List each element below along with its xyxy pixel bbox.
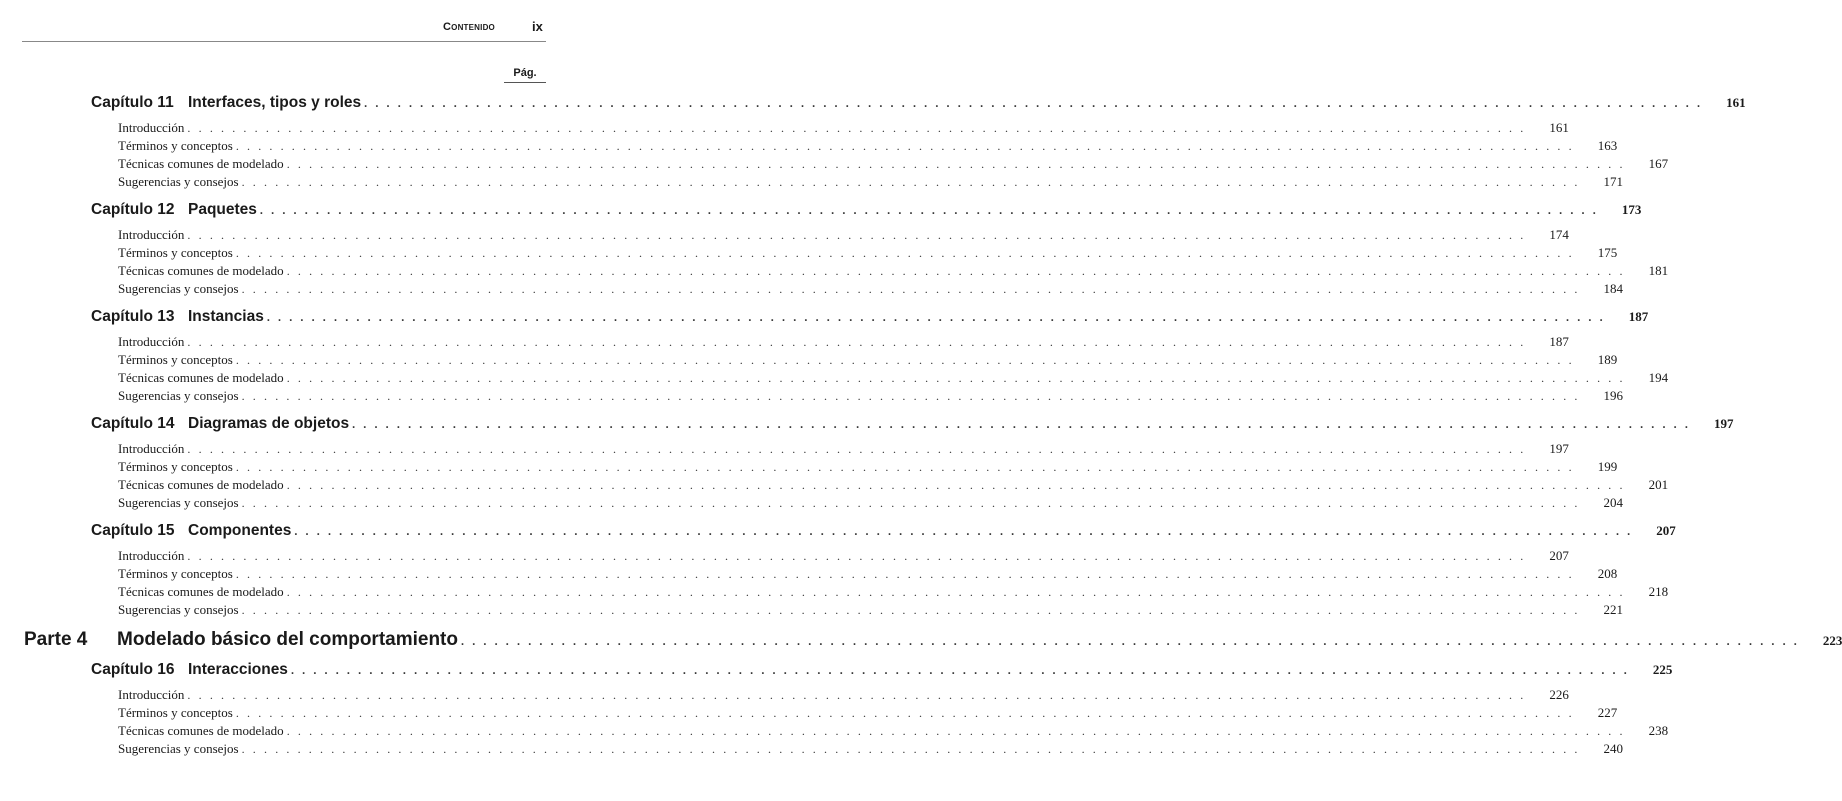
section-entry[interactable] [118,280,1623,298]
section-list [0,686,1669,758]
section-entry[interactable] [118,155,1669,173]
table-of-contents [0,92,1842,766]
section-entry-page: 175 [1597,245,1618,260]
part-entry-title [24,627,458,653]
part-entry[interactable] [24,627,1842,653]
chapter-entry[interactable] [91,413,1734,435]
section-entry[interactable] [118,351,1618,369]
section-entry-page: 181 [1648,263,1669,278]
section-entry-title [118,740,239,758]
section-entry-page: 167 [1648,156,1669,171]
dot-leader: . . . . . . . . . . . . . . . . . . . . . . . . . . . . . . . . . . . . . . . . . . . . . . . . . . . . . . . . . . . . . . . . . . . . . . . . . . . . . . . . . . . . . . . . . . . . . . . . . . . . . . . . . . . . . . . . . . . . . . . . [235,706,1575,720]
section-list [0,226,1669,298]
section-entry-text: Sugerencias y consejos [118,495,239,510]
dot-leader: . . . . . . . . . . . . . . . . . . . . . . . . . . . . . . . . . . . . . . . . . . . . . . . . . . . . . . . . . . . . . . . . . . . . . . . . . . . . . . . . . . . . . . . . . . . . . . . . . . . . . . . . . . . . . . . . . . . . . . . . [286,264,1626,278]
dot-leader: . . . . . . . . . . . . . . . . . . . . . . . . . . . . . . . . . . . . . . . . . . . . . . . . . . . . . . . . . . . . . . . . . . . . . . . . . . . . . . . . . . . . . . . . . . . . . . . . . . . . . . . . . . . . . . . . . . . . . . . . [241,742,1580,756]
section-entry[interactable] [118,601,1623,619]
section-entry-text: Introducción [118,334,185,349]
section-entry[interactable] [118,333,1569,351]
chapter-entry[interactable] [91,92,1746,114]
dot-leader: . . . . . . . . . . . . . . . . . . . . . . . . . . . . . . . . . . . . . . . . . . . . . . . . . . . . . . . . . . . . . . . . . . . . . . . . . . . . . . . . . . . . . . . . . . . . . . . . . . . . . . . . . . . . . . . . . . . . . . . . [266,310,1606,324]
section-entry[interactable] [118,262,1669,280]
section-entry-page: 227 [1597,705,1618,720]
chapter-entry-title [91,199,257,221]
section-entry-text: Términos y conceptos [118,459,233,474]
section-entry-page: 238 [1648,723,1669,738]
section-entry-title [118,601,239,619]
chapter-entry-label: Capítulo 15 [91,522,175,539]
section-entry-title [118,262,284,280]
section-entry-text: Términos y conceptos [118,705,233,720]
section-entry-text: Introducción [118,227,185,242]
dot-leader: . . . . . . . . . . . . . . . . . . . . . . . . . . . . . . . . . . . . . . . . . . . . . . . . . . . . . . . . . . . . . . . . . . . . . . . . . . . . . . . . . . . . . . . . . . . . . . . . . . . . . . . . . . . . . . . . . . . . . . . . [286,371,1626,385]
section-entry[interactable] [118,387,1623,405]
section-entry-text: Sugerencias y consejos [118,388,239,403]
section-entry-page: 218 [1648,584,1669,599]
section-entry-page: 163 [1597,138,1618,153]
section-entry[interactable] [118,137,1618,155]
section-entry[interactable] [118,119,1569,137]
section-entry[interactable] [118,440,1569,458]
dot-leader: . . . . . . . . . . . . . . . . . . . . . . . . . . . . . . . . . . . . . . . . . . . . . . . . . . . . . . . . . . . . . . . . . . . . . . . . . . . . . . . . . . . . . . . . . . . . . . . . . . . . . . . . . . . . . . . . . . . . . . . . [241,282,1580,296]
chapter-entry[interactable] [91,520,1676,542]
chapter-entry-text: Interacciones [188,661,288,678]
section-entry-title [118,155,284,173]
section-entry-text: Técnicas comunes de modelado [118,723,284,738]
section-entry-page: 199 [1597,459,1618,474]
chapter-entry-page: 207 [1656,523,1676,538]
dot-leader: . . . . . . . . . . . . . . . . . . . . . . . . . . . . . . . . . . . . . . . . . . . . . . . . . . . . . . . . . . . . . . . . . . . . . . . . . . . . . . . . . . . . . . . . . . . . . . . . . . . . . . . . . . . . . . . . . . . . . . . . [286,585,1626,599]
dot-leader: . . . . . . . . . . . . . . . . . . . . . . . . . . . . . . . . . . . . . . . . . . . . . . . . . . . . . . . . . . . . . . . . . . . . . . . . . . . . . . . . . . . . . . . . . . . . . . . . . . . . . . . . . . . . . . . . . . . . . . . . [286,724,1626,738]
section-entry[interactable] [118,458,1618,476]
section-entry-page: 171 [1603,174,1623,189]
chapter-entry-page: 161 [1726,95,1746,110]
chapter-entry-title [91,659,288,681]
dot-leader: . . . . . . . . . . . . . . . . . . . . . . . . . . . . . . . . . . . . . . . . . . . . . . . . . . . . . . . . . . . . . . . . . . . . . . . . . . . . . . . . . . . . . . . . . . . . . . . . . . . . . . . . . . . . . . . . . . . . . . . . [235,353,1575,367]
section-entry-page: 208 [1597,566,1618,581]
section-entry-text: Técnicas comunes de modelado [118,156,284,171]
dot-leader: . . . . . . . . . . . . . . . . . . . . . . . . . . . . . . . . . . . . . . . . . . . . . . . . . . . . . . . . . . . . . . . . . . . . . . . . . . . . . . . . . . . . . . . . . . . . . . . . . . . . . . . . . . . . . . . . . . . . . . . . [352,417,1691,431]
section-list [0,119,1669,191]
dot-leader: . . . . . . . . . . . . . . . . . . . . . . . . . . . . . . . . . . . . . . . . . . . . . . . . . . . . . . . . . . . . . . . . . . . . . . . . . . . . . . . . . . . . . . . . . . . . . . . . . . . . . . . . . . . . . . . . . . . . . . . . [290,663,1630,677]
section-entry-title [118,119,184,137]
part-entry-page: 223 [1822,633,1842,648]
chapter-entry-title [91,92,361,114]
dot-leader: . . . . . . . . . . . . . . . . . . . . . . . . . . . . . . . . . . . . . . . . . . . . . . . . . . . . . . . . . . . . . . . . . . . . . . . . . . . . . . . . . . . . . . . . . . . . . . . . . . . . . . . . . . . . . . . . . . . . . . . . [187,121,1526,135]
section-entry-title [118,369,284,387]
section-entry[interactable] [118,369,1669,387]
chapter-entry-title [91,306,264,328]
section-entry-title [118,547,184,565]
dot-leader: . . . . . . . . . . . . . . . . . . . . . . . . . . . . . . . . . . . . . . . . . . . . . . . . . . . . . . . . . . . . . . . . . . . . . . . . . . . . . . . . . . . . . . . . . . . . . . . . . . . . . . . . . . . . . . . . . . . . . . . . [461,634,1800,648]
dot-leader: . . . . . . . . . . . . . . . . . . . . . . . . . . . . . . . . . . . . . . . . . . . . . . . . . . . . . . . . . . . . . . . . . . . . . . . . . . . . . . . . . . . . . . . . . . . . . . . . . . . . . . . . . . . . . . . . . . . . . . . . [187,688,1526,702]
section-entry[interactable] [118,547,1569,565]
section-entry[interactable] [118,704,1618,722]
dot-leader: . . . . . . . . . . . . . . . . . . . . . . . . . . . . . . . . . . . . . . . . . . . . . . . . . . . . . . . . . . . . . . . . . . . . . . . . . . . . . . . . . . . . . . . . . . . . . . . . . . . . . . . . . . . . . . . . . . . . . . . . [235,246,1575,260]
page-column-label: Pág. [504,67,546,83]
section-entry[interactable] [118,740,1623,758]
section-entry[interactable] [118,476,1669,494]
dot-leader: . . . . . . . . . . . . . . . . . . . . . . . . . . . . . . . . . . . . . . . . . . . . . . . . . . . . . . . . . . . . . . . . . . . . . . . . . . . . . . . . . . . . . . . . . . . . . . . . . . . . . . . . . . . . . . . . . . . . . . . . [364,96,1703,110]
section-entry-text: Introducción [118,548,185,563]
section-entry-page: 207 [1549,548,1569,563]
section-entry-page: 204 [1603,495,1623,510]
chapter-entry-label: Capítulo 13 [91,308,175,325]
section-entry-title [118,280,239,298]
dot-leader: . . . . . . . . . . . . . . . . . . . . . . . . . . . . . . . . . . . . . . . . . . . . . . . . . . . . . . . . . . . . . . . . . . . . . . . . . . . . . . . . . . . . . . . . . . . . . . . . . . . . . . . . . . . . . . . . . . . . . . . . [286,478,1626,492]
dot-leader: . . . . . . . . . . . . . . . . . . . . . . . . . . . . . . . . . . . . . . . . . . . . . . . . . . . . . . . . . . . . . . . . . . . . . . . . . . . . . . . . . . . . . . . . . . . . . . . . . . . . . . . . . . . . . . . . . . . . . . . . [241,389,1580,403]
section-entry[interactable] [118,226,1569,244]
dot-leader: . . . . . . . . . . . . . . . . . . . . . . . . . . . . . . . . . . . . . . . . . . . . . . . . . . . . . . . . . . . . . . . . . . . . . . . . . . . . . . . . . . . . . . . . . . . . . . . . . . . . . . . . . . . . . . . . . . . . . . . . [241,603,1580,617]
section-entry-text: Sugerencias y consejos [118,281,239,296]
section-entry-text: Sugerencias y consejos [118,174,239,189]
section-entry-title [118,440,184,458]
part-entry-label: Parte 4 [24,629,88,650]
dot-leader: . . . . . . . . . . . . . . . . . . . . . . . . . . . . . . . . . . . . . . . . . . . . . . . . . . . . . . . . . . . . . . . . . . . . . . . . . . . . . . . . . . . . . . . . . . . . . . . . . . . . . . . . . . . . . . . . . . . . . . . . [187,228,1526,242]
dot-leader: . . . . . . . . . . . . . . . . . . . . . . . . . . . . . . . . . . . . . . . . . . . . . . . . . . . . . . . . . . . . . . . . . . . . . . . . . . . . . . . . . . . . . . . . . . . . . . . . . . . . . . . . . . . . . . . . . . . . . . . . [294,524,1633,538]
section-entry-title [118,387,239,405]
section-entry-page: 189 [1597,352,1618,367]
chapter-entry-label: Capítulo 16 [91,661,175,678]
chapter-entry-label: Capítulo 11 [91,94,174,111]
section-entry-title [118,494,239,512]
dot-leader: . . . . . . . . . . . . . . . . . . . . . . . . . . . . . . . . . . . . . . . . . . . . . . . . . . . . . . . . . . . . . . . . . . . . . . . . . . . . . . . . . . . . . . . . . . . . . . . . . . . . . . . . . . . . . . . . . . . . . . . . [187,335,1526,349]
section-entry-text: Introducción [118,687,185,702]
section-entry-text: Introducción [118,441,185,456]
dot-leader: . . . . . . . . . . . . . . . . . . . . . . . . . . . . . . . . . . . . . . . . . . . . . . . . . . . . . . . . . . . . . . . . . . . . . . . . . . . . . . . . . . . . . . . . . . . . . . . . . . . . . . . . . . . . . . . . . . . . . . . . [187,549,1526,563]
section-list [0,333,1669,405]
chapter-entry-text: Instancias [188,308,264,325]
section-entry[interactable] [118,173,1623,191]
running-header-title: Contenido [443,21,495,33]
header-rule [22,41,546,42]
dot-leader: . . . . . . . . . . . . . . . . . . . . . . . . . . . . . . . . . . . . . . . . . . . . . . . . . . . . . . . . . . . . . . . . . . . . . . . . . . . . . . . . . . . . . . . . . . . . . . . . . . . . . . . . . . . . . . . . . . . . . . . . [259,203,1599,217]
section-entry-page: 161 [1549,120,1569,135]
section-entry-text: Términos y conceptos [118,566,233,581]
section-entry-title [118,565,233,583]
dot-leader: . . . . . . . . . . . . . . . . . . . . . . . . . . . . . . . . . . . . . . . . . . . . . . . . . . . . . . . . . . . . . . . . . . . . . . . . . . . . . . . . . . . . . . . . . . . . . . . . . . . . . . . . . . . . . . . . . . . . . . . . [241,496,1580,510]
dot-leader: . . . . . . . . . . . . . . . . . . . . . . . . . . . . . . . . . . . . . . . . . . . . . . . . . . . . . . . . . . . . . . . . . . . . . . . . . . . . . . . . . . . . . . . . . . . . . . . . . . . . . . . . . . . . . . . . . . . . . . . . [235,139,1575,153]
page-number: ix [532,19,543,34]
section-entry[interactable] [118,565,1618,583]
dot-leader: . . . . . . . . . . . . . . . . . . . . . . . . . . . . . . . . . . . . . . . . . . . . . . . . . . . . . . . . . . . . . . . . . . . . . . . . . . . . . . . . . . . . . . . . . . . . . . . . . . . . . . . . . . . . . . . . . . . . . . . . [187,442,1526,456]
section-entry-page: 194 [1648,370,1669,385]
chapter-entry-text: Componentes [188,522,292,539]
section-entry-title [118,137,233,155]
section-entry-page: 187 [1549,334,1569,349]
chapter-entry-page: 187 [1628,309,1649,324]
section-entry-title [118,351,233,369]
chapter-entry-text: Interfaces, tipos y roles [188,94,362,111]
section-list [0,547,1669,619]
section-entry-title [118,686,184,704]
chapter-entry-title [91,413,349,435]
section-entry-text: Términos y conceptos [118,138,233,153]
section-entry-title [118,333,184,351]
chapter-entry-title [91,520,291,542]
section-entry-title [118,226,184,244]
chapter-entry-label: Capítulo 12 [91,201,175,218]
section-entry-title [118,583,284,601]
dot-leader: . . . . . . . . . . . . . . . . . . . . . . . . . . . . . . . . . . . . . . . . . . . . . . . . . . . . . . . . . . . . . . . . . . . . . . . . . . . . . . . . . . . . . . . . . . . . . . . . . . . . . . . . . . . . . . . . . . . . . . . . [235,567,1575,581]
section-entry-title [118,722,284,740]
section-entry-text: Técnicas comunes de modelado [118,370,284,385]
section-entry[interactable] [118,686,1569,704]
section-entry-title [118,244,233,262]
section-entry-text: Introducción [118,120,185,135]
section-entry-title [118,476,284,494]
section-entry-page: 226 [1549,687,1569,702]
section-entry-text: Técnicas comunes de modelado [118,477,284,492]
section-entry-page: 197 [1549,441,1569,456]
section-entry-page: 184 [1603,281,1623,296]
section-list [0,440,1669,512]
part-entry-text: Modelado básico del comportamiento [117,629,458,650]
section-entry-text: Técnicas comunes de modelado [118,584,284,599]
section-entry-page: 196 [1603,388,1623,403]
chapter-entry[interactable] [91,306,1649,328]
dot-leader: . . . . . . . . . . . . . . . . . . . . . . . . . . . . . . . . . . . . . . . . . . . . . . . . . . . . . . . . . . . . . . . . . . . . . . . . . . . . . . . . . . . . . . . . . . . . . . . . . . . . . . . . . . . . . . . . . . . . . . . . [286,157,1626,171]
chapter-entry-text: Diagramas de objetos [188,415,350,432]
section-entry-title [118,458,233,476]
section-entry-page: 174 [1549,227,1569,242]
section-entry[interactable] [118,583,1669,601]
section-entry-text: Sugerencias y consejos [118,741,239,756]
section-entry[interactable] [118,722,1669,740]
section-entry[interactable] [118,494,1623,512]
section-entry-text: Sugerencias y consejos [118,602,239,617]
section-entry-title [118,173,239,191]
section-entry-page: 221 [1603,602,1623,617]
dot-leader: . . . . . . . . . . . . . . . . . . . . . . . . . . . . . . . . . . . . . . . . . . . . . . . . . . . . . . . . . . . . . . . . . . . . . . . . . . . . . . . . . . . . . . . . . . . . . . . . . . . . . . . . . . . . . . . . . . . . . . . . [241,175,1580,189]
section-entry-text: Técnicas comunes de modelado [118,263,284,278]
chapter-entry-page: 197 [1713,416,1734,431]
section-entry-title [118,704,233,722]
chapter-entry-text: Paquetes [188,201,257,218]
section-entry-text: Términos y conceptos [118,352,233,367]
section-entry-text: Términos y conceptos [118,245,233,260]
chapter-entry[interactable] [91,199,1642,221]
chapter-entry[interactable] [91,659,1673,681]
section-entry-page: 240 [1603,741,1623,756]
chapter-entry-label: Capítulo 14 [91,415,175,432]
section-entry[interactable] [118,244,1618,262]
section-entry-page: 201 [1648,477,1669,492]
dot-leader: . . . . . . . . . . . . . . . . . . . . . . . . . . . . . . . . . . . . . . . . . . . . . . . . . . . . . . . . . . . . . . . . . . . . . . . . . . . . . . . . . . . . . . . . . . . . . . . . . . . . . . . . . . . . . . . . . . . . . . . . [235,460,1575,474]
chapter-entry-page: 225 [1652,662,1673,677]
chapter-entry-page: 173 [1621,202,1642,217]
